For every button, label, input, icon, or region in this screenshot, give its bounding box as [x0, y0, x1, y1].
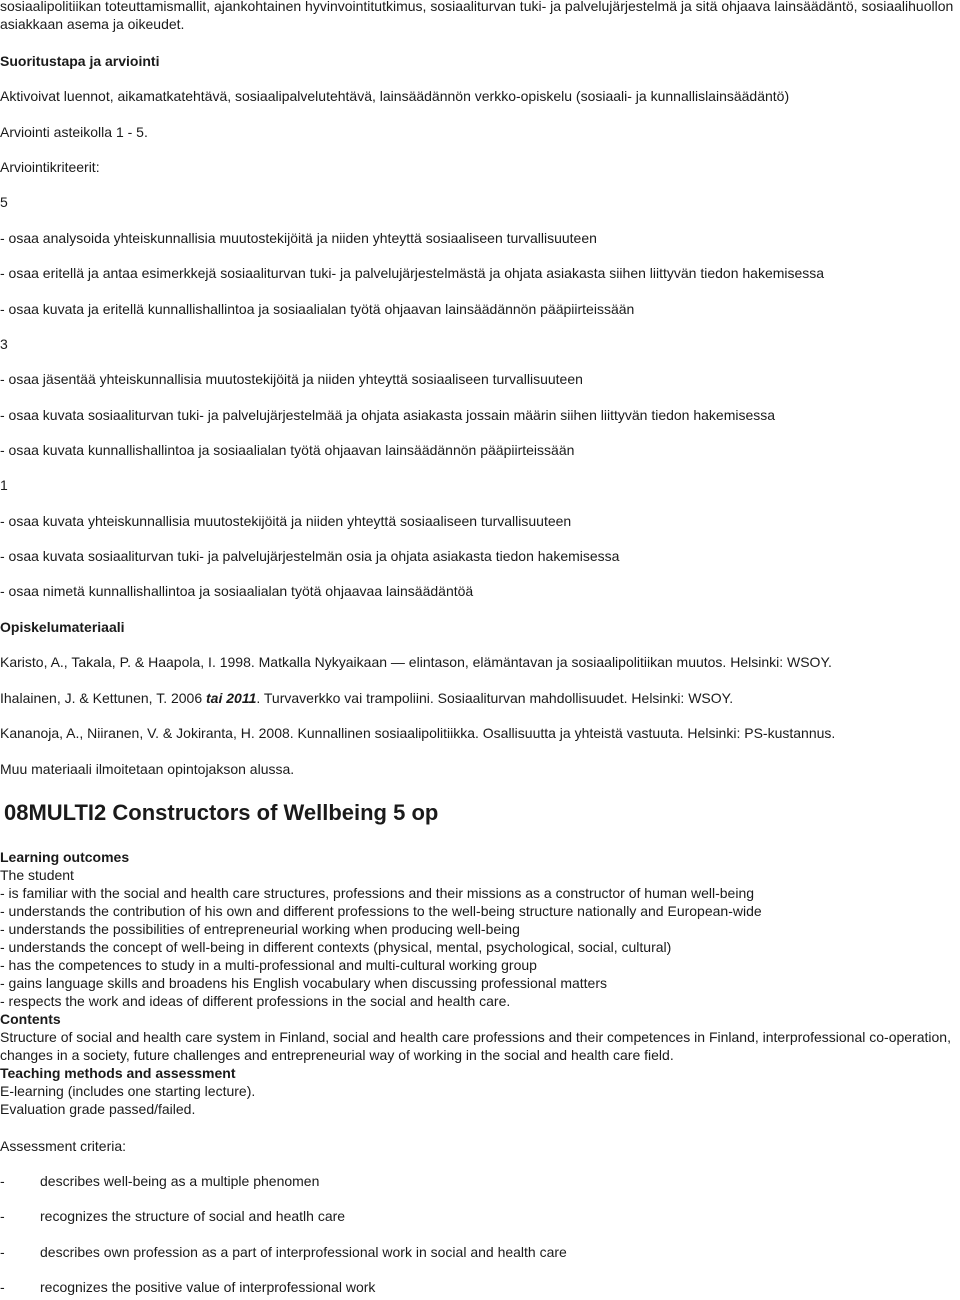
material-reference [0, 689, 733, 707]
dash-marker: - [0, 1208, 5, 1224]
criteria-item [0, 1278, 375, 1296]
outcome-item: - understands the possibilities of entrepreneurial working when producing well-being [0, 921, 520, 937]
criteria-item-text: recognizes the positive value of interprofessional work [40, 1279, 376, 1295]
other-material-note: Muu materiaali ilmoitetaan opintojakson alussa. [0, 761, 295, 777]
outcomes-intro: The student [0, 867, 74, 883]
criteria-item [0, 1243, 567, 1261]
grade-1-item: - osaa nimetä kunnallishallintoa ja sosiaalialan työtä ohjaavaa lainsäädäntöä [0, 583, 474, 599]
outcome-item: - respects the work and ideas of different professions in the social and health care. [0, 993, 511, 1009]
outcome-item: - understands the contribution of his own and different professions to the well-being structure nationally and European-wide [0, 903, 762, 919]
outcome-item: - understands the concept of well-being in different contexts (physical, mental, psychological, social, cultural) [0, 939, 672, 955]
teaching-line: Evaluation grade passed/failed. [0, 1101, 196, 1117]
dash-marker: - [0, 1244, 5, 1260]
grade-1-label: 1 [0, 477, 8, 493]
grade-3-item: - osaa kuvata kunnallishallintoa ja sosiaalialan työtä ohjaavan lainsäädännön pääpiirteissään [0, 442, 575, 458]
contents-text: Structure of social and health care system in Finland, social and health care professions and their competences in Finland, interprofessional co-operation, changes in a society, future challenges and entrepreneurial way of working in the social and health care field. [0, 1029, 951, 1063]
outcomes-heading: Learning outcomes [0, 849, 130, 865]
criteria-item-text: describes well-being as a multiple phenomen [40, 1173, 320, 1189]
grade-1-item: - osaa kuvata sosiaaliturvan tuki- ja palvelujärjestelmän osia ja ohjata asiakasta tiedon hakemisessa [0, 548, 620, 564]
teaching-line: E-learning (includes one starting lecture). [0, 1083, 256, 1099]
method-text: Aktivoivat luennot, aikamatkatehtävä, sosiaalipalvelutehtävä, lainsäädännön verkko-opiskelu (sosiaali- ja kunnallislainsäädäntö) [0, 88, 790, 104]
english-section [0, 848, 960, 1118]
criteria-item-text: describes own profession as a part of interprofessional work in social and health care [40, 1244, 567, 1260]
material-reference-emphasis: tai 2011 [206, 690, 257, 706]
material-reference-part: Ihalainen, J. & Kettunen, T. 2006 [0, 690, 207, 706]
grade-5-item: - osaa kuvata ja eritellä kunnallishallintoa ja sosiaalialan työtä ohjaavan lainsäädännön pääpiirteissään [0, 301, 635, 317]
outcome-item: - has the competences to study in a multi-professional and multi-cultural working group [0, 957, 537, 973]
contents-heading: Contents [0, 1011, 61, 1027]
criteria-item-text: recognizes the structure of social and heatlh care [40, 1208, 346, 1224]
course-title: 08MULTI2 Constructors of Wellbeing 5 op [4, 800, 439, 825]
grade-5-item: - osaa analysoida yhteiskunnallisia muutostekijöitä ja niiden yhteyttä sosiaaliseen turvallisuuteen [0, 230, 597, 246]
material-reference: Kananoja, A., Niiranen, V. & Jokiranta, H. 2008. Kunnallinen sosiaalipolitiikka. Osallisuutta ja yhteistä vastuuta. Helsinki: PS-kustannus. [0, 725, 836, 741]
outcome-item: - is familiar with the social and health care structures, professions and their missions as a constructor of human well-being [0, 885, 755, 901]
criteria-label-fi: Arviointikriteerit: [0, 159, 100, 175]
grade-3-item: - osaa jäsentää yhteiskunnallisia muutostekijöitä ja niiden yhteyttä sosiaaliseen turvallisuuteen [0, 371, 583, 387]
grade-3-item: - osaa kuvata sosiaaliturvan tuki- ja palvelujärjestelmää ja ohjata asiakasta jossain määrin siihen liittyvän tiedon hakemisessa [0, 407, 776, 423]
material-reference: Karisto, A., Takala, P. & Haapola, I. 1998. Matkalla Nykyaikaan — elintason, elämäntavan ja sosiaalipolitiikan muutos. Helsinki: WSOY. [0, 654, 832, 670]
grade-5-label: 5 [0, 194, 8, 210]
criteria-item [0, 1172, 319, 1190]
grading-scale: Arviointi asteikolla 1 - 5. [0, 124, 148, 140]
method-heading: Suoritustapa ja arviointi [0, 53, 160, 69]
intro-paragraph: sosiaalipolitiikan toteuttamismallit, ajankohtainen hyvinvointitutkimus, sosiaaliturvan tuki- ja palvelujärjestelmä ja sitä ohjaava lainsäädäntö, sosiaalihuollon asiakkaan asema ja oikeudet. [0, 0, 954, 32]
grade-1-item: - osaa kuvata yhteiskunnallisia muutostekijöitä ja niiden yhteyttä sosiaaliseen turvallisuuteen [0, 513, 572, 529]
grade-5-item: - osaa eritellä ja antaa esimerkkejä sosiaaliturvan tuki- ja palvelujärjestelmästä ja ohjata asiakasta siihen liittyvän tiedon hakemisessa [0, 265, 825, 281]
dash-marker: - [0, 1173, 5, 1189]
grade-3-label: 3 [0, 336, 8, 352]
materials-heading: Opiskelumateriaali [0, 619, 125, 635]
teaching-heading: Teaching methods and assessment [0, 1065, 236, 1081]
material-reference-part: . Turvaverkko vai trampoliini. Sosiaaliturvan mahdollisuudet. Helsinki: WSOY. [256, 690, 734, 706]
dash-marker: - [0, 1279, 5, 1295]
criteria-item [0, 1207, 345, 1225]
outcome-item: - gains language skills and broadens his English vocabulary when discussing professional matters [0, 975, 608, 991]
criteria-label-en: Assessment criteria: [0, 1138, 127, 1154]
